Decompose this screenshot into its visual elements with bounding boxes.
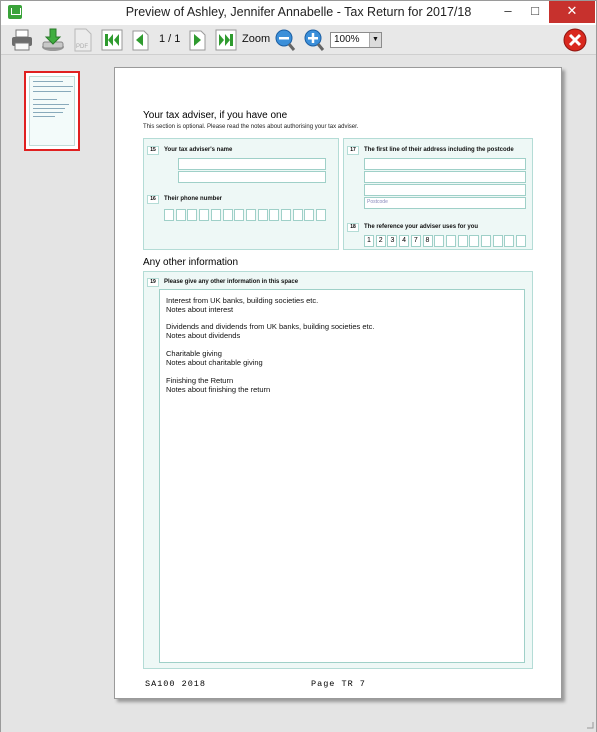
reference-digit-box[interactable] (434, 235, 444, 247)
q15-label: Your tax adviser's name (164, 147, 233, 153)
zoom-label: Zoom (242, 33, 271, 45)
reference-digit-box[interactable] (493, 235, 503, 247)
reference-digit-box[interactable]: 8 (423, 235, 433, 247)
previous-page-icon (129, 29, 151, 51)
info-note-dividends: Notes about dividends (166, 331, 241, 340)
close-window-button[interactable]: ✕ (549, 1, 595, 23)
phone-digit-box[interactable] (293, 209, 303, 221)
address-line-2[interactable] (364, 171, 526, 183)
q19-number: 19 (147, 278, 159, 287)
last-page-button[interactable] (214, 27, 238, 52)
reference-digit-box[interactable] (481, 235, 491, 247)
reference-digit-box[interactable] (469, 235, 479, 247)
postcode-field[interactable] (364, 197, 526, 209)
phone-digit-box[interactable] (304, 209, 314, 221)
reference-digit-box[interactable]: 4 (399, 235, 409, 247)
first-page-button[interactable] (100, 27, 124, 52)
adviser-left-box (143, 138, 339, 250)
postcode-placeholder: Postcode (367, 199, 388, 205)
q16-label: Their phone number (164, 196, 223, 202)
q17-label: The first line of their address including the postcode (364, 147, 514, 153)
next-page-button[interactable] (185, 27, 209, 52)
phone-digit-box[interactable] (199, 209, 209, 221)
maximize-button[interactable]: □ (531, 3, 539, 18)
q18-label: The reference your adviser uses for you (364, 224, 479, 230)
zoom-in-button[interactable] (302, 27, 326, 52)
other-info-title: Any other information (143, 257, 239, 268)
reference-digit-box[interactable]: 7 (411, 235, 421, 247)
zoom-out-button[interactable] (273, 27, 297, 52)
phone-digit-box[interactable] (211, 209, 221, 221)
thumbnail-content (29, 76, 75, 146)
q16-number: 16 (147, 195, 159, 204)
phone-digit-box[interactable] (187, 209, 197, 221)
info-heading-dividends: Dividends and dividends from UK banks, building societies etc. (166, 322, 375, 331)
last-page-icon (215, 29, 237, 51)
zoom-value: 100% (334, 34, 360, 45)
form-code: SA100 2018 (145, 679, 207, 689)
thumbnail-panel (1, 56, 101, 732)
phone-digit-box[interactable] (269, 209, 279, 221)
page-indicator: 1 / 1 (159, 33, 181, 45)
zoom-in-icon (303, 28, 325, 52)
print-button[interactable] (9, 27, 35, 52)
resize-grip-icon[interactable] (586, 721, 594, 729)
document-viewer[interactable] (101, 56, 596, 732)
close-preview-icon (563, 28, 587, 52)
toolbar (1, 25, 596, 55)
reference-digit-box[interactable] (446, 235, 456, 247)
next-page-icon (186, 29, 208, 51)
q19-label: Please give any other information in this space (164, 279, 299, 285)
info-note-finishing: Notes about finishing the return (166, 385, 271, 394)
chevron-down-icon: ▼ (369, 33, 381, 47)
q18-number: 18 (347, 223, 359, 232)
phone-digit-box[interactable] (176, 209, 186, 221)
reference-digit-box[interactable]: 1 (364, 235, 374, 247)
q17-number: 17 (347, 146, 359, 155)
pdf-label: PDF (76, 43, 88, 50)
adviser-right-box (343, 138, 533, 250)
reference-digit-box[interactable] (504, 235, 514, 247)
info-heading-interest: Interest from UK banks, building societies etc. (166, 296, 319, 305)
document-page (114, 67, 562, 699)
title-bar (1, 1, 596, 25)
phone-digit-box[interactable] (234, 209, 244, 221)
reference-digit-box[interactable]: 2 (376, 235, 386, 247)
adviser-name-line-2[interactable] (178, 171, 326, 183)
address-line-3[interactable] (364, 184, 526, 196)
first-page-icon (101, 29, 123, 51)
phone-digit-box[interactable] (316, 209, 326, 221)
info-note-interest: Notes about interest (166, 305, 234, 314)
phone-digit-box[interactable] (164, 209, 174, 221)
page-number: Page TR 7 (311, 679, 366, 689)
print-icon (10, 29, 34, 51)
address-line-1[interactable] (364, 158, 526, 170)
pdf-icon (72, 28, 94, 52)
save-button[interactable] (39, 27, 67, 52)
section-title: Your tax adviser, if you have one (143, 110, 288, 121)
zoom-select[interactable] (330, 32, 382, 48)
previous-page-button[interactable] (128, 27, 152, 52)
save-icon (40, 28, 66, 52)
q15-number: 15 (147, 146, 159, 155)
minimize-button[interactable]: – (504, 3, 512, 18)
phone-digit-box[interactable] (223, 209, 233, 221)
section-note: This section is optional. Please read the notes about authorising your tax adviser. (143, 124, 359, 130)
close-preview-button[interactable] (562, 27, 588, 52)
phone-digit-box[interactable] (281, 209, 291, 221)
info-heading-finishing: Finishing the Return (166, 376, 234, 385)
reference-digit-box[interactable] (516, 235, 526, 247)
reference-digit-box[interactable]: 3 (387, 235, 397, 247)
zoom-out-icon (274, 28, 296, 52)
window-title: Preview of Ashley, Jennifer Annabelle - Tax Return for 2017/18 (125, 5, 472, 19)
page-thumbnail[interactable] (24, 71, 80, 151)
reference-digit-box[interactable] (458, 235, 468, 247)
phone-digit-box[interactable] (258, 209, 268, 221)
other-info-textarea[interactable] (159, 289, 525, 663)
info-heading-charitable: Charitable giving (166, 349, 222, 358)
pdf-button[interactable] (71, 27, 95, 52)
adviser-name-line-1[interactable] (178, 158, 326, 170)
phone-digit-box[interactable] (246, 209, 256, 221)
info-note-charitable: Notes about charitable giving (166, 358, 263, 367)
